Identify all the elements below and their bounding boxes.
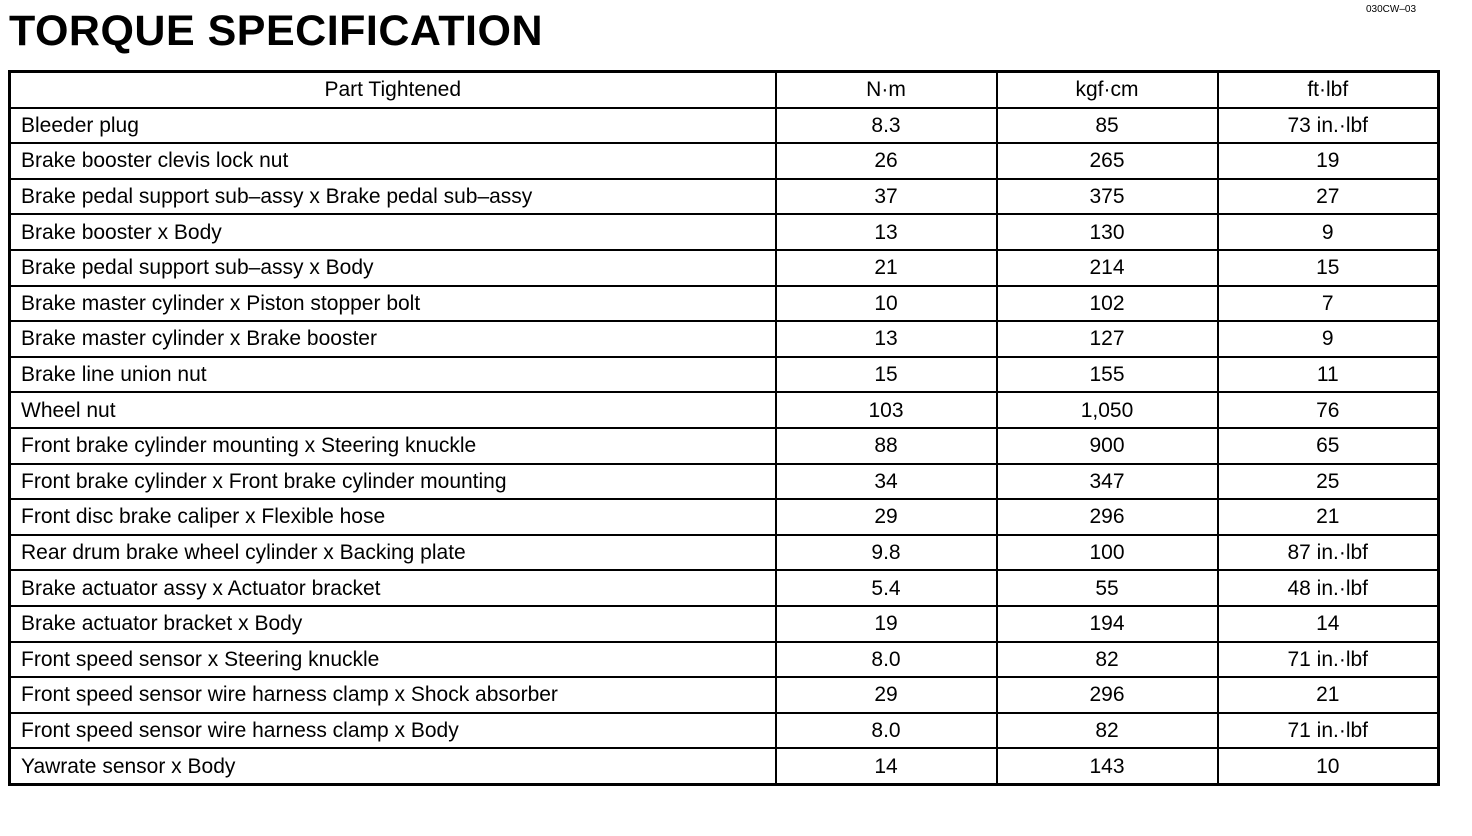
cell-nm: 19 — [776, 606, 997, 642]
cell-kgf-cm: 296 — [997, 677, 1218, 713]
table-row — [10, 642, 1439, 678]
cell-ft-lbf: 73 in.·lbf — [1218, 108, 1439, 144]
cell-nm: 34 — [776, 464, 997, 500]
cell-kgf-cm: 194 — [997, 606, 1218, 642]
cell-ft-lbf: 11 — [1218, 357, 1439, 393]
cell-part-tightened: Brake booster clevis lock nut — [10, 143, 776, 179]
cell-nm: 37 — [776, 179, 997, 215]
header-kgf-cm: kgf·cm — [997, 72, 1218, 108]
cell-nm: 14 — [776, 748, 997, 784]
cell-kgf-cm: 143 — [997, 748, 1218, 784]
table-row — [10, 677, 1439, 713]
cell-kgf-cm: 214 — [997, 250, 1218, 286]
cell-part-tightened: Front speed sensor wire harness clamp x Shock absorber — [10, 677, 776, 713]
cell-nm: 13 — [776, 214, 997, 250]
cell-nm: 103 — [776, 392, 997, 428]
cell-nm: 26 — [776, 143, 997, 179]
table-row — [10, 286, 1439, 322]
header-part-tightened: Part Tightened — [10, 72, 776, 108]
cell-kgf-cm: 100 — [997, 535, 1218, 571]
cell-part-tightened: Brake master cylinder x Brake booster — [10, 321, 776, 357]
cell-kgf-cm: 102 — [997, 286, 1218, 322]
torque-spec-table — [8, 70, 1440, 786]
table-row — [10, 321, 1439, 357]
cell-ft-lbf: 15 — [1218, 250, 1439, 286]
cell-part-tightened: Wheel nut — [10, 392, 776, 428]
cell-nm: 29 — [776, 677, 997, 713]
cell-part-tightened: Front speed sensor wire harness clamp x Body — [10, 713, 776, 749]
cell-part-tightened: Front disc brake caliper x Flexible hose — [10, 499, 776, 535]
cell-part-tightened: Front speed sensor x Steering knuckle — [10, 642, 776, 678]
cell-kgf-cm: 155 — [997, 357, 1218, 393]
cell-kgf-cm: 130 — [997, 214, 1218, 250]
cell-ft-lbf: 76 — [1218, 392, 1439, 428]
cell-kgf-cm: 265 — [997, 143, 1218, 179]
cell-kgf-cm: 82 — [997, 642, 1218, 678]
table-row — [10, 713, 1439, 749]
table-row — [10, 570, 1439, 606]
cell-ft-lbf: 25 — [1218, 464, 1439, 500]
cell-nm: 13 — [776, 321, 997, 357]
cell-nm: 8.3 — [776, 108, 997, 144]
cell-ft-lbf: 27 — [1218, 179, 1439, 215]
cell-nm: 29 — [776, 499, 997, 535]
cell-nm: 9.8 — [776, 535, 997, 571]
header-ft-lbf: ft·lbf — [1218, 72, 1439, 108]
cell-kgf-cm: 347 — [997, 464, 1218, 500]
cell-kgf-cm: 900 — [997, 428, 1218, 464]
cell-kgf-cm: 296 — [997, 499, 1218, 535]
table-row — [10, 535, 1439, 571]
cell-part-tightened: Front brake cylinder x Front brake cylinder mounting — [10, 464, 776, 500]
page-title: TORQUE SPECIFICATION — [9, 7, 543, 55]
cell-ft-lbf: 7 — [1218, 286, 1439, 322]
table-row — [10, 108, 1439, 144]
cell-part-tightened: Brake line union nut — [10, 357, 776, 393]
table-row — [10, 606, 1439, 642]
cell-ft-lbf: 48 in.·lbf — [1218, 570, 1439, 606]
cell-ft-lbf: 21 — [1218, 499, 1439, 535]
table-row — [10, 499, 1439, 535]
cell-kgf-cm: 82 — [997, 713, 1218, 749]
table-row — [10, 428, 1439, 464]
table-row — [10, 464, 1439, 500]
cell-nm: 8.0 — [776, 642, 997, 678]
cell-part-tightened: Yawrate sensor x Body — [10, 748, 776, 784]
table-row — [10, 214, 1439, 250]
cell-ft-lbf: 87 in.·lbf — [1218, 535, 1439, 571]
table-row — [10, 250, 1439, 286]
cell-ft-lbf: 21 — [1218, 677, 1439, 713]
cell-nm: 10 — [776, 286, 997, 322]
table-body — [10, 108, 1439, 785]
cell-kgf-cm: 55 — [997, 570, 1218, 606]
cell-ft-lbf: 65 — [1218, 428, 1439, 464]
table-row — [10, 357, 1439, 393]
table-row — [10, 392, 1439, 428]
cell-part-tightened: Front brake cylinder mounting x Steering knuckle — [10, 428, 776, 464]
cell-part-tightened: Bleeder plug — [10, 108, 776, 144]
table-header-row — [10, 72, 1439, 108]
cell-part-tightened: Brake actuator bracket x Body — [10, 606, 776, 642]
cell-nm: 21 — [776, 250, 997, 286]
cell-ft-lbf: 71 in.·lbf — [1218, 642, 1439, 678]
cell-nm: 5.4 — [776, 570, 997, 606]
table-row — [10, 143, 1439, 179]
cell-kgf-cm: 375 — [997, 179, 1218, 215]
cell-part-tightened: Brake pedal support sub–assy x Brake pedal sub–assy — [10, 179, 776, 215]
table-row — [10, 179, 1439, 215]
cell-part-tightened: Brake booster x Body — [10, 214, 776, 250]
cell-kgf-cm: 1,050 — [997, 392, 1218, 428]
cell-ft-lbf: 10 — [1218, 748, 1439, 784]
cell-nm: 8.0 — [776, 713, 997, 749]
cell-part-tightened: Brake master cylinder x Piston stopper bolt — [10, 286, 776, 322]
cell-nm: 15 — [776, 357, 997, 393]
document-code: 030CW–03 — [1366, 4, 1417, 15]
cell-ft-lbf: 9 — [1218, 321, 1439, 357]
cell-ft-lbf: 9 — [1218, 214, 1439, 250]
cell-ft-lbf: 19 — [1218, 143, 1439, 179]
cell-ft-lbf: 71 in.·lbf — [1218, 713, 1439, 749]
cell-nm: 88 — [776, 428, 997, 464]
table-row — [10, 748, 1439, 784]
cell-kgf-cm: 85 — [997, 108, 1218, 144]
cell-part-tightened: Brake actuator assy x Actuator bracket — [10, 570, 776, 606]
cell-ft-lbf: 14 — [1218, 606, 1439, 642]
cell-kgf-cm: 127 — [997, 321, 1218, 357]
cell-part-tightened: Brake pedal support sub–assy x Body — [10, 250, 776, 286]
cell-part-tightened: Rear drum brake wheel cylinder x Backing plate — [10, 535, 776, 571]
header-nm: N·m — [776, 72, 997, 108]
